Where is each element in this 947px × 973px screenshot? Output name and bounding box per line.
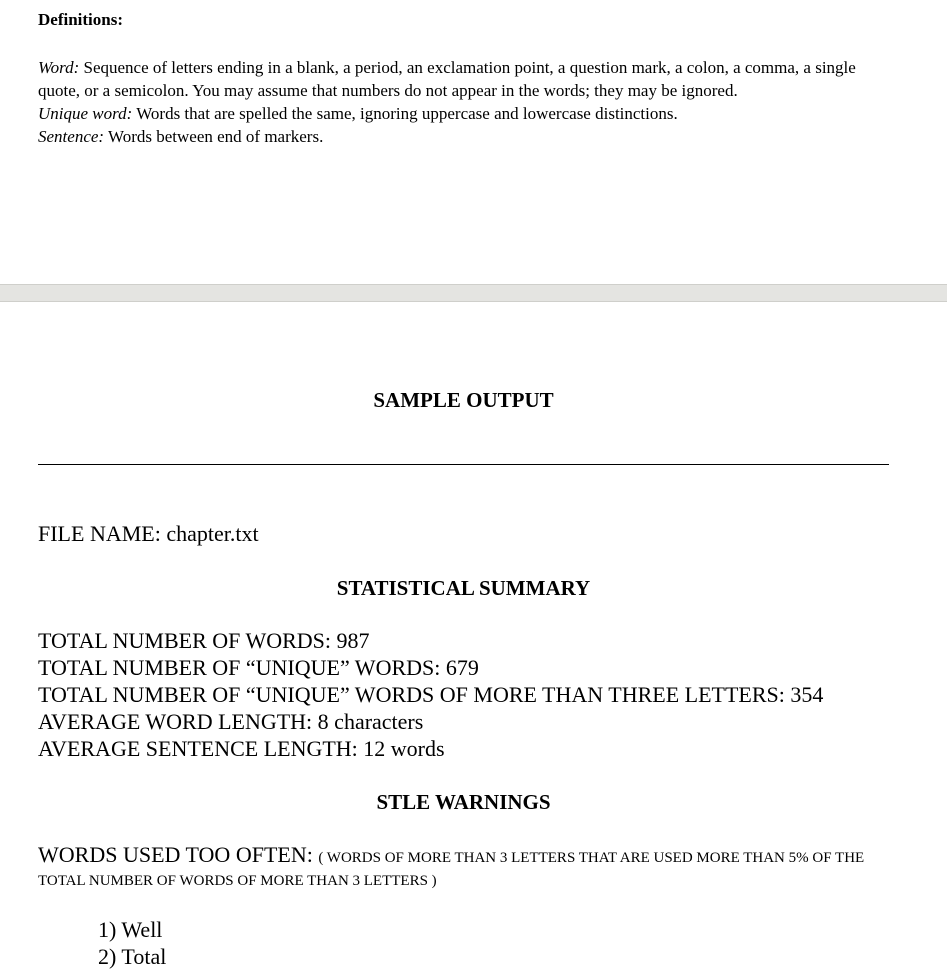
statistical-summary-title: STATISTICAL SUMMARY	[336, 576, 591, 600]
definition-unique-word	[38, 102, 888, 125]
stats-list	[38, 627, 823, 762]
definitions-list	[38, 56, 888, 148]
list-item: 2) Total	[98, 944, 167, 969]
definitions-heading: Definitions:	[38, 10, 123, 29]
list-item: 1) Well	[98, 917, 163, 942]
document-page-bottom	[0, 302, 947, 973]
overused-words-list	[98, 916, 166, 970]
sample-output-title: SAMPLE OUTPUT	[373, 388, 554, 412]
style-warnings-title: STLE WARNINGS	[376, 790, 551, 814]
stat-unique-words: TOTAL NUMBER OF “UNIQUE” WORDS: 679	[38, 655, 479, 680]
stat-avg-word-length: AVERAGE WORD LENGTH: 8 characters	[38, 709, 424, 734]
definition-text: Words that are spelled the same, ignoring uppercase and lowercase distinctions.	[132, 104, 678, 123]
definition-sentence	[38, 125, 888, 148]
definition-term: Sentence:	[38, 127, 105, 146]
stat-total-words: TOTAL NUMBER OF WORDS: 987	[38, 628, 370, 653]
stat-unique-long-words: TOTAL NUMBER OF “UNIQUE” WORDS OF MORE THAN THREE LETTERS: 354	[38, 682, 824, 707]
warning-note: ( WORDS OF MORE THAN 3 LETTERS THAT ARE USED MORE THAN 5% OF THE TOTAL NUMBER OF WORDS OF MORE THAN 3 LETTERS )	[38, 850, 865, 889]
definition-text: Words between end of markers.	[104, 127, 324, 146]
document-page-top	[0, 0, 947, 284]
words-used-too-often	[38, 842, 898, 891]
definition-term: Unique word:	[38, 104, 133, 123]
horizontal-rule	[38, 464, 889, 465]
file-name: FILE NAME: chapter.txt	[38, 521, 259, 546]
definition-word	[38, 56, 888, 102]
warning-label: WORDS USED TOO OFTEN:	[38, 842, 319, 867]
stat-avg-sentence-length: AVERAGE SENTENCE LENGTH: 12 words	[38, 736, 445, 761]
definition-text: Sequence of letters ending in a blank, a period, an exclamation point, a question mark, a colon, a comma, a single quote, or a semicolon. You may assume that numbers do not appear in the words; they may be ignored.	[38, 58, 856, 100]
page-break	[0, 284, 947, 302]
definition-term: Word:	[38, 58, 80, 77]
